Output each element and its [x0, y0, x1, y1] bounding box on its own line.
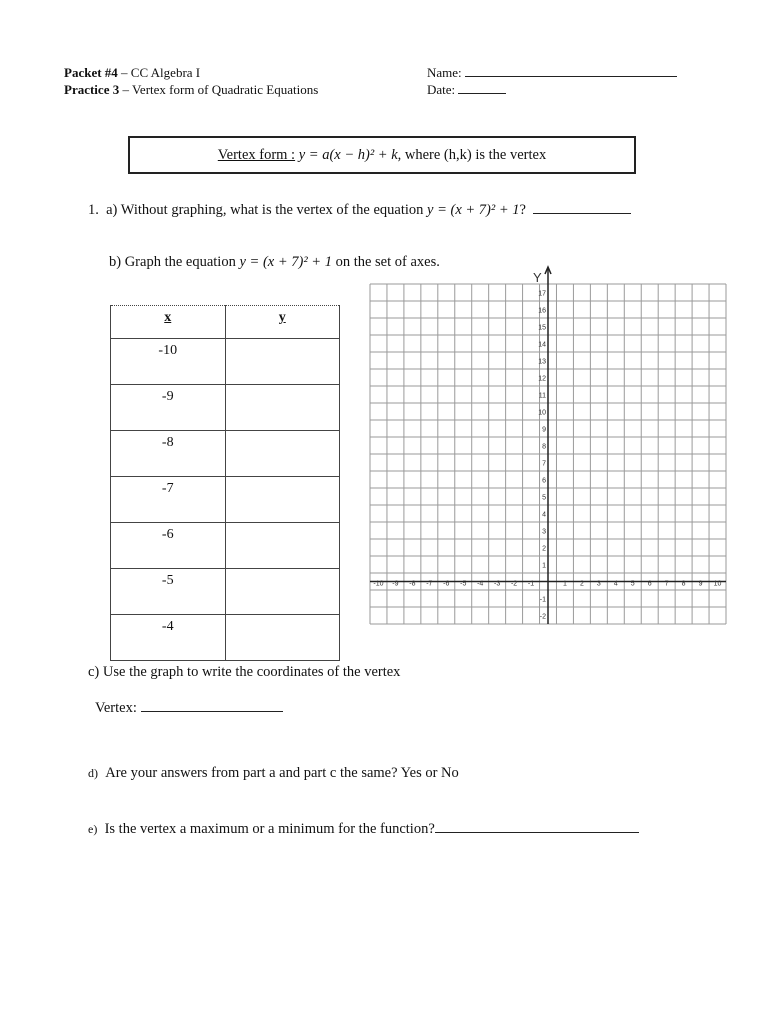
y-tick-label: -1 [539, 596, 546, 604]
name-blank[interactable] [465, 64, 677, 77]
question-1a-mark: ? [519, 202, 526, 218]
xy-table [110, 305, 340, 661]
table-row [111, 339, 340, 385]
vertex-answer [95, 697, 283, 717]
x-tick-label: 5 [630, 580, 635, 588]
y-tick-label: 15 [538, 324, 546, 332]
question-1a [88, 199, 631, 219]
y-tick-label: 12 [538, 375, 546, 383]
packet-label: Packet #4 [64, 65, 118, 80]
x-tick-label: 10 [713, 580, 722, 588]
packet-course: – CC Algebra I [117, 65, 201, 80]
question-1a-answer-line[interactable] [533, 199, 631, 214]
x-tick-label: 4 [613, 580, 618, 588]
x-tick-label: -3 [494, 580, 501, 588]
y-tick-label: 17 [538, 290, 546, 298]
vertex-form-description: where (h,k) is the vertex [401, 147, 547, 163]
name-line [427, 64, 677, 81]
y-tick-label: 10 [538, 409, 546, 417]
table-row [111, 477, 340, 523]
y-tick-label: 13 [538, 358, 546, 366]
x-tick-label: -2 [510, 580, 518, 588]
question-1e-letter: e) [88, 822, 98, 836]
question-1b-text: b) Graph the equation [109, 254, 236, 270]
y-tick-label: 11 [538, 392, 546, 400]
x-tick-label: -10 [373, 580, 384, 588]
x-tick-label: -9 [392, 580, 399, 588]
table-row [111, 431, 340, 477]
x-tick-label: 6 [647, 580, 652, 588]
x-tick-label: -6 [443, 580, 450, 588]
table-row [111, 615, 340, 661]
table-header-row [111, 306, 340, 339]
y-cell[interactable] [225, 431, 340, 477]
question-1d [88, 764, 459, 782]
question-1c-text: c) Use the graph to write the coordinates of the vertex [88, 664, 401, 680]
x-tick-label: -1 [527, 580, 535, 588]
y-tick-label: 6 [542, 477, 546, 485]
y-tick-label: 14 [538, 341, 546, 349]
table-row [111, 385, 340, 431]
date-line [427, 81, 677, 98]
y-cell[interactable] [225, 339, 340, 385]
question-1a-equation: y = (x + 7)² + 1 [427, 202, 520, 218]
y-tick-label: 1 [542, 562, 546, 570]
question-1e [88, 818, 639, 838]
y-tick-label: -2 [539, 613, 546, 621]
packet-line [64, 64, 318, 81]
y-axis-label: Y [533, 270, 542, 285]
question-1b-equation: y = (x + 7)² + 1 [239, 254, 332, 270]
question-number: 1. [88, 202, 99, 218]
question-1d-letter: d) [88, 766, 98, 780]
header-left [64, 64, 318, 98]
x-tick-label: -7 [426, 580, 433, 588]
question-1c [88, 663, 400, 681]
y-cell[interactable] [225, 615, 340, 661]
x-cell: -8 [111, 431, 226, 477]
y-cell[interactable] [225, 569, 340, 615]
x-tick-label: -8 [409, 580, 416, 588]
y-cell[interactable] [225, 523, 340, 569]
x-tick-label: -4 [477, 580, 484, 588]
x-tick-label: -5 [460, 580, 467, 588]
x-cell: -6 [111, 523, 226, 569]
table-row [111, 523, 340, 569]
header-right [427, 64, 677, 98]
x-tick-label: 3 [596, 580, 601, 588]
question-1d-text: Are your answers from part a and part c the same? Yes or No [105, 765, 459, 781]
x-tick-label: 8 [681, 580, 686, 588]
coordinate-grid[interactable] [368, 262, 730, 630]
date-label: Date: [427, 82, 456, 97]
date-blank[interactable] [458, 81, 506, 94]
y-tick-label: 3 [542, 528, 546, 536]
y-tick-label: 9 [542, 426, 546, 434]
x-tick-label: 2 [579, 580, 584, 588]
table-header-y: y [225, 306, 340, 339]
question-1e-text: Is the vertex a maximum or a minimum for the function? [104, 821, 435, 837]
x-cell: -5 [111, 569, 226, 615]
y-tick-label: 16 [538, 307, 546, 315]
practice-label: Practice 3 [64, 82, 120, 97]
question-1b-rest: on the set of axes. [331, 254, 440, 270]
y-cell[interactable] [225, 385, 340, 431]
y-tick-label: 2 [542, 545, 546, 553]
vertex-answer-line[interactable] [141, 697, 283, 712]
x-cell: -9 [111, 385, 226, 431]
table-row [111, 569, 340, 615]
x-tick-label: 9 [698, 580, 703, 588]
y-tick-label: 7 [542, 460, 546, 468]
table-header-x: x [111, 306, 226, 339]
y-tick-label: 4 [542, 511, 546, 519]
x-cell: -7 [111, 477, 226, 523]
y-tick-label: 8 [542, 443, 546, 451]
x-tick-label: 1 [562, 580, 567, 588]
y-cell[interactable] [225, 477, 340, 523]
name-label: Name: [427, 65, 462, 80]
question-1a-text: a) Without graphing, what is the vertex of the equation [106, 202, 424, 218]
practice-title: – Vertex form of Quadratic Equations [119, 82, 319, 97]
vertex-form-title: Vertex form : [217, 147, 296, 163]
x-cell: -4 [111, 615, 226, 661]
y-tick-label: 5 [542, 494, 546, 502]
vertex-form-box [128, 136, 636, 174]
x-tick-label: 7 [664, 580, 669, 588]
practice-line [64, 81, 318, 98]
vertex-label: Vertex: [95, 700, 137, 716]
x-cell: -10 [111, 339, 226, 385]
vertex-form-formula: y = a(x − h)² + k, [298, 147, 402, 163]
question-1e-answer-line[interactable] [435, 818, 639, 833]
